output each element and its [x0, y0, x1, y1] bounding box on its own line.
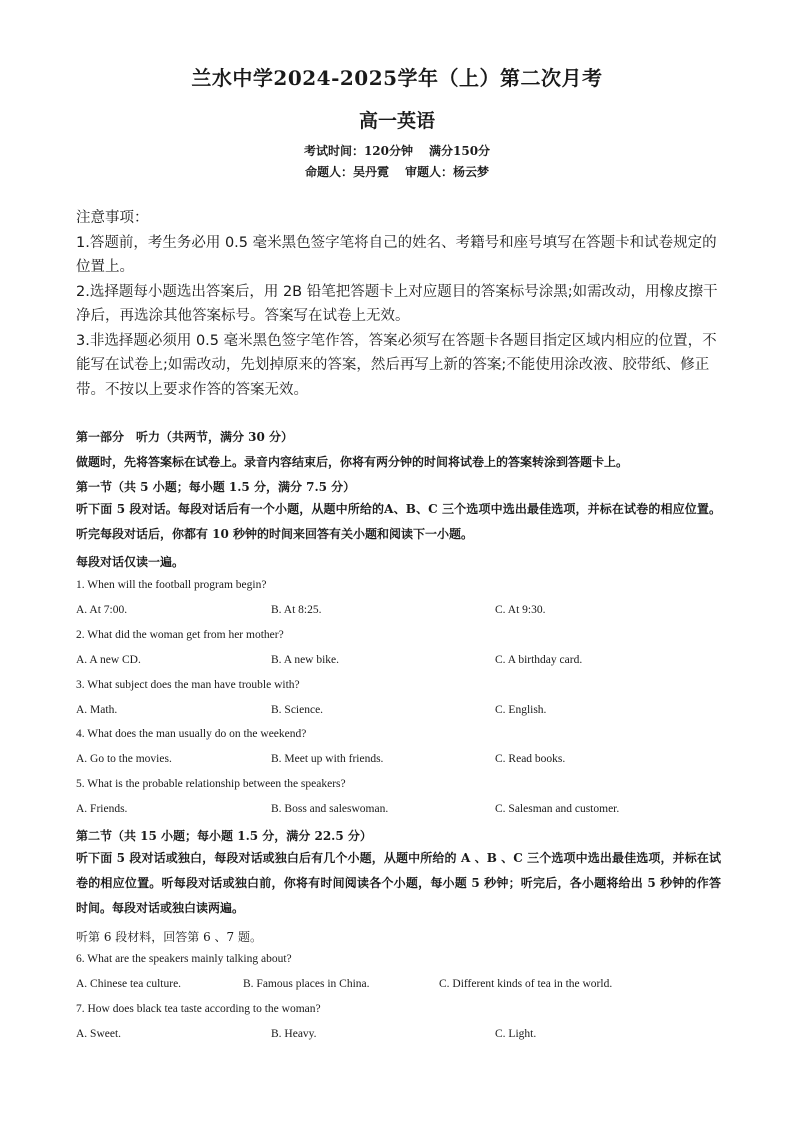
question-text: 2. What did the woman get from her mother?	[76, 629, 284, 641]
option-a: A. At 7:00.	[76, 604, 128, 616]
option-a: A. A new CD.	[76, 654, 141, 666]
option-a: A. Sweet.	[76, 1028, 122, 1040]
notice-heading: 注意事项：	[76, 210, 149, 226]
part1-instruction: 做题时，先将答案标在试卷上。录音内容结束后，你将有两分钟的时间将试卷上的答案转涂到答题卡上。	[76, 455, 629, 469]
option-c: C. Read books.	[495, 753, 566, 765]
notice-item: 1.答题前，考生务必用 0.5 毫米黑色签字笔将自己的姓名、考籍号和座号填写在答题卡和试卷规定的位置上。	[76, 234, 717, 275]
notice-item: 2.选择题每小题选出答案后，用 2B 铅笔把答题卡上对应题目的答案标号涂黑;如需改动，用橡皮擦干净后，再选涂其他答案标号。答案写在试卷上无效。	[76, 283, 718, 324]
full-score: 满分150分	[429, 144, 491, 158]
option-b: B. Famous places in China.	[243, 978, 370, 990]
option-b: B. Science.	[271, 704, 324, 716]
material-note: 听第 6 段材料，回答第 6 、7 题。	[76, 930, 262, 944]
reviewer: 审题人：杨云梦	[405, 165, 490, 179]
question-text: 1. When will the football program begin?	[76, 579, 267, 591]
option-a: A. Friends.	[76, 803, 128, 815]
section1-note: 每段对话仅读一遍。	[76, 555, 185, 569]
option-c: C. Different kinds of tea in the world.	[439, 978, 613, 990]
option-c: C. A birthday card.	[495, 654, 583, 666]
option-c: C. English.	[495, 704, 547, 716]
exam-subject: 高一英语	[358, 110, 435, 132]
exam-time: 考试时间：120分钟	[303, 144, 413, 158]
notice-item: 3.非选择题必须用 0.5 毫米黑色签字笔作答，答案必须写在答题卡各题目指定区域内相应的位置，不能写在试卷上;如需改动，先划掉原来的答案，然后再写上新的答案;不能使用涂改液、胶带纸、修正带。不按以上要求作答的答案无效。	[76, 332, 717, 398]
question-text: 6. What are the speakers mainly talking about?	[76, 953, 292, 965]
section1-instruction: 听下面 5 段对话。每段对话后有一个小题，从题中所给的A、B、C 三个选项中选出最佳选项，并标在试卷的相应位置。听完每段对话后，你都有 10 秒钟的时间来回答有关小题和阅读下一小题。	[76, 502, 721, 541]
option-a: A. Go to the movies.	[76, 753, 172, 765]
question-text: 3. What subject does the man have trouble with?	[76, 679, 300, 691]
exam-time-info	[0, 142, 794, 159]
notice-block	[76, 206, 726, 402]
question-text: 4. What does the man usually do on the weekend?	[76, 728, 307, 740]
option-c: C. Salesman and customer.	[495, 803, 620, 815]
exam-authors	[0, 163, 794, 180]
option-b: B. Heavy.	[271, 1028, 317, 1040]
option-b: B. A new bike.	[271, 654, 340, 666]
option-c: C. Light.	[495, 1028, 537, 1040]
section2-heading: 第二节（共 15 小题；每小题 1.5 分，满分 22.5 分）	[76, 829, 372, 843]
question-text: 7. How does black tea taste according to the woman?	[76, 1003, 321, 1015]
option-a: A. Math.	[76, 704, 118, 716]
option-b: B. Meet up with friends.	[271, 753, 384, 765]
option-a: A. Chinese tea culture.	[76, 978, 182, 990]
exam-title: 兰水中学2024-2025学年（上）第二次月考	[191, 66, 603, 90]
section1-heading: 第一节（共 5 小题；每小题 1.5 分，满分 7.5 分）	[76, 480, 356, 494]
setter: 命题人：吴丹霓	[304, 165, 389, 179]
option-c: C. At 9:30.	[495, 604, 546, 616]
part1-heading: 第一部分 听力（共两节，满分 30 分）	[76, 430, 294, 444]
option-b: B. Boss and saleswoman.	[271, 803, 389, 815]
question-text: 5. What is the probable relationship between the speakers?	[76, 778, 346, 790]
option-b: B. At 8:25.	[271, 604, 322, 616]
section2-instruction: 听下面 5 段对话或独白，每段对话或独白后有几个小题，从题中所给的 A 、B 、C 三个选项中选出最佳选项，并标在试卷的相应位置。听每段对话或独白前，你将有时间阅读各个小题，每小题 5 秒钟；听完后，各小题将给出 5 秒钟的作答时间。每段对话或独白读两遍。	[76, 851, 721, 915]
